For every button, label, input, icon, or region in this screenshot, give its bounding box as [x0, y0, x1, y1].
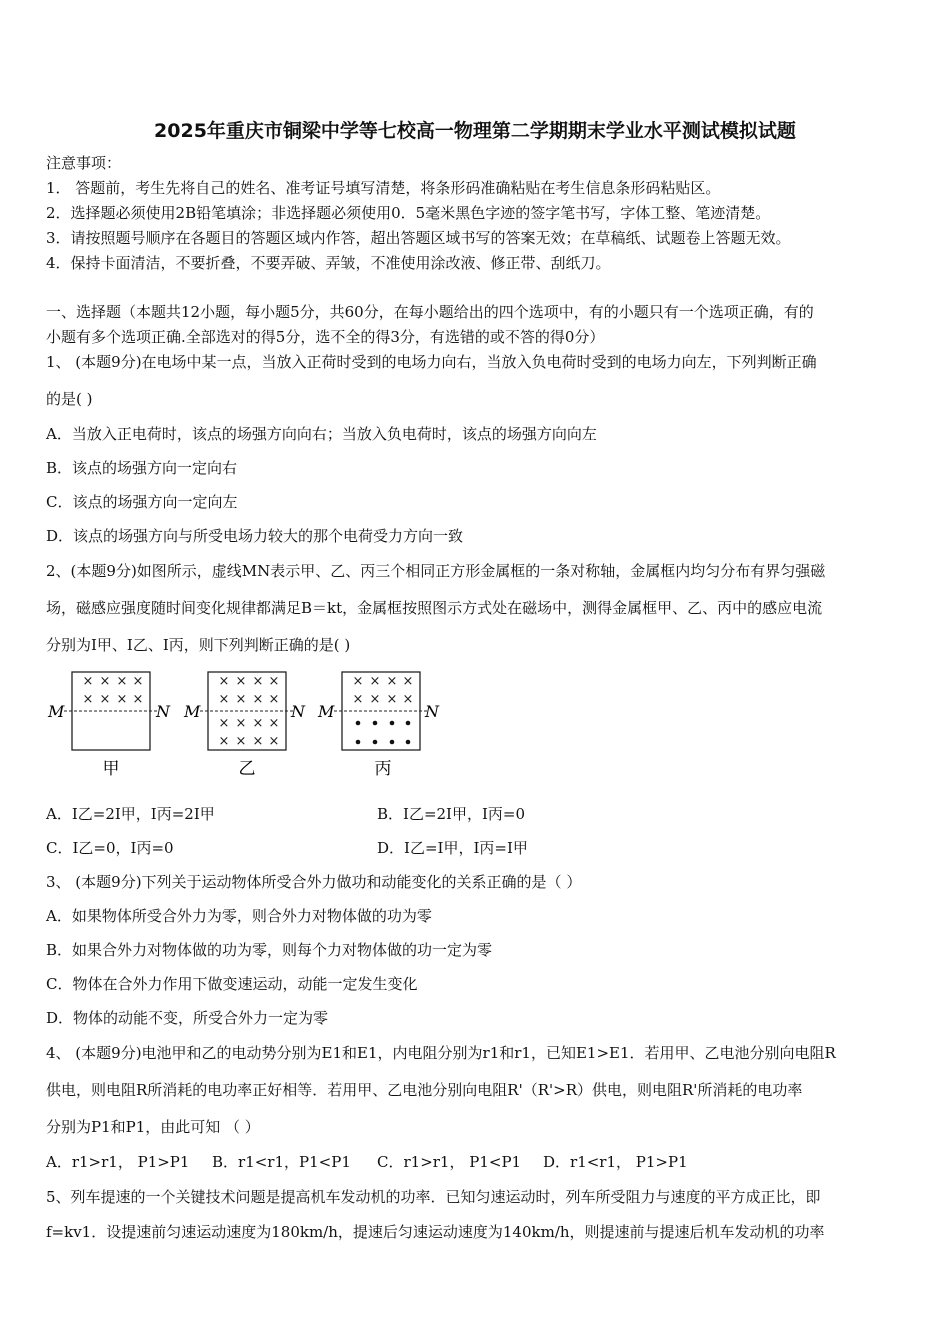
- section-heading-cont: 小题有多个选项正确.全部选对的得5分，选不全的得3分，有选错的或不答的得0分）: [46, 328, 605, 346]
- svg-text:×: ×: [99, 692, 111, 707]
- svg-text:×: ×: [252, 716, 264, 731]
- svg-text:×: ×: [252, 734, 264, 749]
- q3-option-a: A．如果物体所受合外力为零，则合外力对物体做的功为零: [46, 907, 432, 925]
- svg-text:×: ×: [218, 716, 230, 731]
- label-m: M: [318, 702, 335, 721]
- q2-option-b: B．I乙=2I甲，I丙=0: [377, 805, 526, 823]
- svg-text:×: ×: [218, 692, 230, 707]
- q4-option-c: C．r1>r1， P1<P1: [377, 1153, 522, 1171]
- svg-text:×: ×: [352, 692, 364, 707]
- svg-text:×: ×: [386, 692, 398, 707]
- svg-text:×: ×: [235, 734, 247, 749]
- label-n: N: [425, 702, 439, 721]
- svg-text:×: ×: [369, 692, 381, 707]
- q1-option-c: C．该点的场强方向一定向左: [46, 493, 238, 511]
- svg-text:×: ×: [132, 674, 144, 689]
- question-4-stem-cont: 供电，则电阻R所消耗的电功率正好相等．若用甲、乙电池分别向电阻R'（R'>R）供电，则电阻R'所消耗的电功率: [46, 1081, 803, 1099]
- question-3-stem: 3、 (本题9分)下列关于运动物体所受合外力做功和动能变化的关系正确的是（ ）: [46, 873, 582, 891]
- question-4-stem-cont: 分别为P1和P1，由此可知 （ ）: [46, 1118, 260, 1136]
- q3-option-b: B．如果合外力对物体做的功为零，则每个力对物体做的功一定为零: [46, 941, 493, 959]
- notice-item: 4．保持卡面清洁，不要折叠，不要弄破、弄皱，不准使用涂改液、修正带、刮纸刀。: [46, 254, 611, 272]
- svg-text:×: ×: [218, 674, 230, 689]
- section-heading: 一、选择题（本题共12小题，每小题5分，共60分，在每小题给出的四个选项中，有的小题只有一个选项正确，有的: [46, 303, 814, 321]
- question-2-stem-cont: 场，磁感应强度随时间变化规律都满足B＝kt，金属框按照图示方式处在磁场中，测得金属框甲、乙、丙中的感应电流: [46, 599, 823, 617]
- q1-option-b: B．该点的场强方向一定向右: [46, 459, 238, 477]
- q2-option-c: C．I乙=0，I丙=0: [46, 839, 174, 857]
- page-title: 2025年重庆市铜梁中学等七校高一物理第二学期期末学业水平测试模拟试题: [154, 120, 796, 142]
- caption-jia: 甲: [102, 759, 120, 779]
- svg-text:×: ×: [82, 674, 94, 689]
- caption-bing: 丙: [374, 759, 392, 779]
- label-m: M: [48, 702, 65, 721]
- label-m: M: [184, 702, 201, 721]
- magnetic-field-frames-diagram: [46, 666, 466, 784]
- svg-text:×: ×: [235, 674, 247, 689]
- q4-option-b: B．r1<r1，P1<P1: [212, 1153, 351, 1171]
- svg-text:×: ×: [235, 692, 247, 707]
- svg-text:×: ×: [268, 716, 280, 731]
- notice-heading: 注意事项：: [46, 154, 122, 172]
- caption-yi: 乙: [238, 759, 256, 779]
- question-5-stem: 5、列车提速的一个关键技术问题是提高机车发动机的功率．已知匀速运动时，列车所受阻力与速度的平方成正比，即: [46, 1188, 821, 1206]
- question-4-stem: 4、 (本题9分)电池甲和乙的电动势分别为E1和E1，内电阻分别为r1和r1，已知E1>E1．若用甲、乙电池分别向电阻R: [46, 1044, 836, 1062]
- q2-option-a: A．I乙=2I甲，I丙=2I甲: [46, 805, 215, 823]
- svg-text:×: ×: [268, 674, 280, 689]
- svg-text:×: ×: [402, 674, 414, 689]
- svg-text:×: ×: [386, 674, 398, 689]
- notice-item: 1． 答题前，考生先将自己的姓名、准考证号填写清楚，将条形码准确粘贴在考生信息条形码粘贴区。: [46, 179, 721, 197]
- label-n: N: [291, 702, 305, 721]
- svg-text:×: ×: [268, 734, 280, 749]
- q1-option-a: A．当放入正电荷时，该点的场强方向向右；当放入负电荷时，该点的场强方向向左: [46, 425, 597, 443]
- svg-text:×: ×: [235, 716, 247, 731]
- svg-text:×: ×: [99, 674, 111, 689]
- notice-item: 3．请按照题号顺序在各题目的答题区域内作答，超出答题区域书写的答案无效；在草稿纸、试题卷上答题无效。: [46, 229, 791, 247]
- question-2-stem-cont: 分别为I甲、I乙、I丙，则下列判断正确的是( ): [46, 636, 351, 654]
- svg-text:×: ×: [252, 674, 264, 689]
- q2-option-d: D．I乙=I甲，I丙=I甲: [377, 839, 528, 857]
- frame-yi: [183, 672, 306, 779]
- question-1-stem: 1、 (本题9分)在电场中某一点，当放入正荷时受到的电场力向右，当放入负电荷时受到的电场力向左，下列判断正确: [46, 353, 817, 371]
- svg-text:×: ×: [252, 692, 264, 707]
- svg-text:×: ×: [218, 734, 230, 749]
- q3-option-d: D．物体的动能不变，所受合外力一定为零: [46, 1009, 329, 1027]
- svg-text:×: ×: [116, 674, 128, 689]
- svg-text:×: ×: [402, 692, 414, 707]
- question-2-stem: 2、(本题9分)如图所示，虚线MN表示甲、乙、丙三个相同正方形金属框的一条对称轴，金属框内均匀分布有界匀强磁: [46, 562, 826, 580]
- svg-text:×: ×: [352, 674, 364, 689]
- q4-option-a: A．r1>r1， P1>P1: [46, 1153, 190, 1171]
- question-5-stem-cont: f=kv1．设提速前匀速运动速度为180km/h，提速后匀速运动速度为140km/h，则提速前与提速后机车发动机的功率: [46, 1223, 825, 1241]
- svg-text:×: ×: [116, 692, 128, 707]
- svg-text:×: ×: [268, 692, 280, 707]
- q1-option-d: D．该点的场强方向与所受电场力较大的那个电荷受力方向一致: [46, 527, 464, 545]
- frame-jia: [47, 672, 171, 779]
- q3-option-c: C．物体在合外力作用下做变速运动，动能一定发生变化: [46, 975, 418, 993]
- svg-text:×: ×: [369, 674, 381, 689]
- label-n: N: [156, 702, 170, 721]
- svg-text:×: ×: [132, 692, 144, 707]
- notice-item: 2．选择题必须使用2B铅笔填涂；非选择题必须使用0．5毫米黑色字迹的签字笔书写，字体工整、笔迹清楚。: [46, 204, 771, 222]
- frame-bing: [317, 672, 440, 779]
- q4-option-d: D．r1<r1， P1>P1: [543, 1153, 688, 1171]
- svg-text:×: ×: [82, 692, 94, 707]
- question-1-stem-cont: 的是( ): [46, 390, 93, 408]
